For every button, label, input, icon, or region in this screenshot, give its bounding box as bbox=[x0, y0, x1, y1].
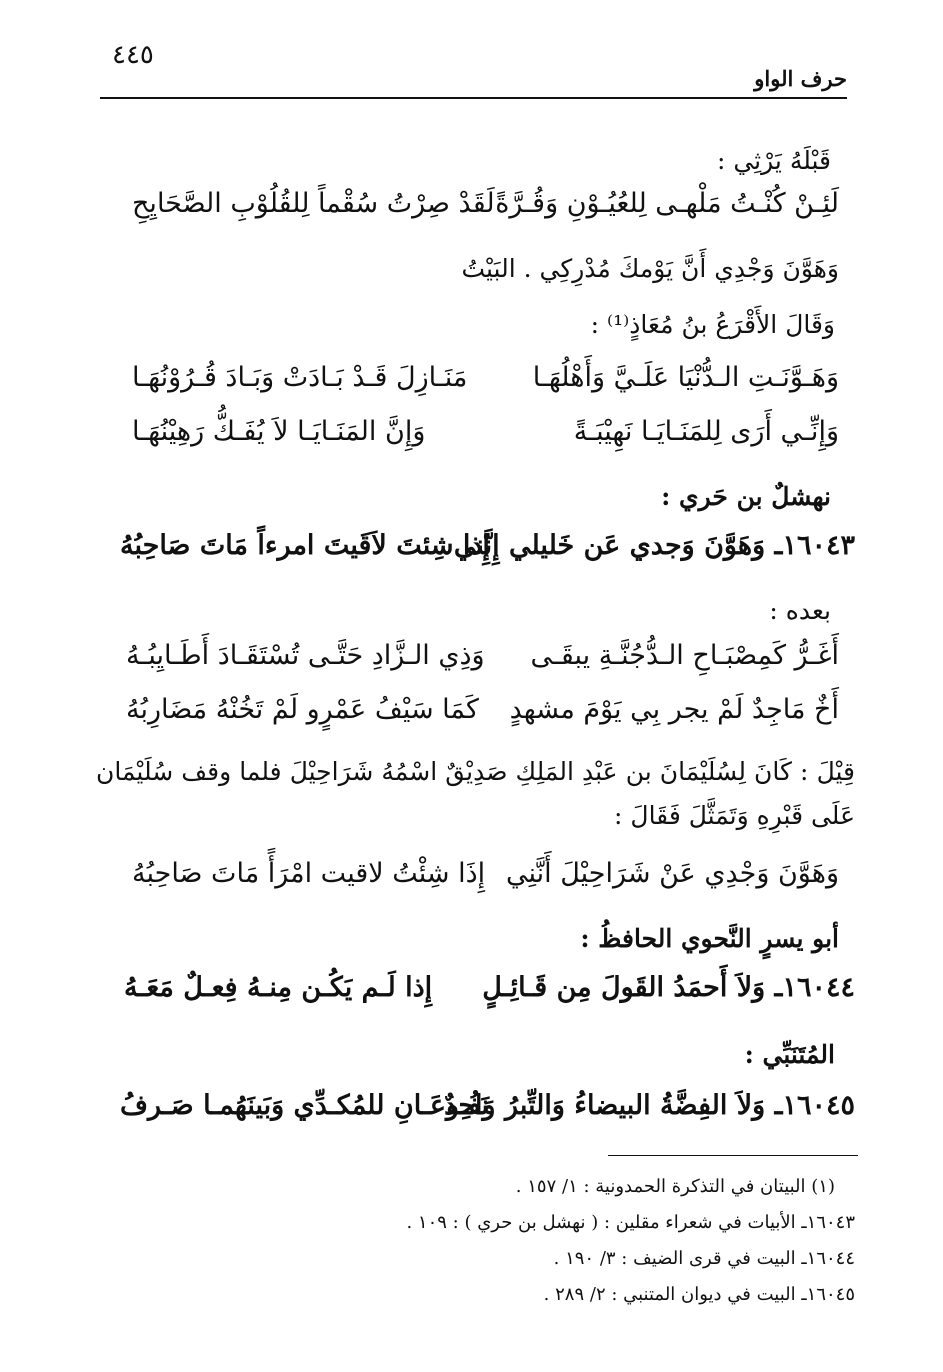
verse-16044-left: إِذا لَـم يَكُـن مِنـهُ فِعـلٌ مَعَـهُ bbox=[124, 972, 433, 1003]
hemistich-left: كَمَا سَيْفُ عَمْرٍو لَمْ تَخُنْهُ مَضَارِبُهُ bbox=[126, 694, 479, 725]
verse-16044-right: ١٦٠٤٤ـ وَلاَ أَحمَدُ القَولَ مِن قَـائِـلٍ bbox=[482, 972, 855, 1003]
intro-line: وَقَالَ الأَقْرَعُ بنُ مُعَاذٍ⁽¹⁾ : bbox=[590, 310, 835, 339]
hemistich-right: وَهَوَّنَ وَجْدِي عَنْ شَرَاحِيْلَ أَنَّنِي bbox=[505, 858, 839, 889]
hemistich-right: وَإِنِّـي أَرَى لِلمَنَـايَـا نَهِيْبَـةً bbox=[573, 416, 839, 447]
footnote: ١٦٠٤٥ـ البيت في ديوان المتنبي : ٢/ ٢٨٩ . bbox=[543, 1284, 855, 1305]
verse-16043-left: إِذا شِئتَ لاَقَيتَ امرءاً مَاتَ صَاحِبُهُ bbox=[120, 530, 490, 561]
intro-line: قَبْلَهُ يَرْثِي : bbox=[716, 146, 831, 175]
poet-name: أبو يسرٍ النَّحوي الحافظُ : bbox=[580, 924, 839, 953]
footnote: (١) البيتان في التذكرة الحمدونية : ١/ ١٥٧ . bbox=[515, 1176, 835, 1197]
hemistich-left: إِذَا شِئْتُ لاقيت امْرَأً مَاتَ صَاحِبُهُ bbox=[132, 858, 486, 889]
verse-16045-left: نَفُـوعَـانِ للمُكـدِّي وَبَينَهُمـا صَـرفُ bbox=[120, 1090, 489, 1121]
footnote: ١٦٠٤٣ـ الأبيات في شعراء مقلين : ( نهشل بن حري ) : ١٠٩ . bbox=[406, 1212, 855, 1233]
hemistich-left: لَقَدْ صِرْتُ سُقْماً لِلقُلُوْبِ الصَّحَايِحِ bbox=[132, 188, 495, 219]
prose-paragraph: قِيْلَ : كَانَ لِسُلَيْمَانَ بن عَبْدِ المَلِكِ صَدِيْقٌ اسْمُهُ شَرَاحِيْلَ فلما وقف سُلَيْمَان عَلَى قَبْرِهِ وَتَمَثَّلَ فَقَالَ : bbox=[96, 757, 855, 830]
hemistich-left: مَنَـازِلَ قَـدْ بَـادَتْ وَبَـادَ قُـرُوْنُهَـا bbox=[132, 362, 468, 393]
footnote: ١٦٠٤٤ـ البيت في قرى الضيف : ٣/ ١٩٠ . bbox=[553, 1248, 855, 1269]
header-divider bbox=[100, 97, 847, 99]
hemistich-left: وَذِي الـزَّادِ حَتَّـى تُسْتَقَـادَ أَطَـايِبُـهُ bbox=[126, 640, 485, 671]
hemistich-right: وَهَـوَّنَـتِ الـدُّنْيَا عَلَـيَّ وَأَهْلُهَـا bbox=[532, 362, 839, 393]
verse-continuation: وَهَوَّنَ وَجْدِي أَنَّ يَوْمكَ مُدْرِكِي . البَيْتُ bbox=[461, 254, 839, 283]
hemistich-right: أَغَـرُّ كَمِصْبَـاحِ الـدُّجُنَّـةِ يبقَـى bbox=[530, 640, 839, 671]
hemistich-right: أَخٌ مَاجِدٌ لَمْ يجر بِي يَوْمَ مشهدٍ bbox=[509, 694, 839, 725]
running-header: حرف الواو bbox=[754, 66, 847, 91]
poet-name: نهشلٌ بن حَري : bbox=[661, 482, 831, 511]
verse-16045-right: ١٦٠٤٥ـ وَلاَ الفِضَّةُ البيضاءُ وَالتِّبرُ وَاحِدٌ bbox=[444, 1090, 855, 1121]
poet-name: المُتَنَبِّي : bbox=[744, 1040, 835, 1069]
footnote-divider bbox=[608, 1155, 858, 1156]
hemistich-right: لَئِـنْ كُنْـتُ مَلْهـى لِلعُيُـوْنِ وَقُـرَّةً bbox=[495, 188, 839, 219]
intro-line: بعده : bbox=[769, 596, 831, 625]
page-number: ٤٤٥ bbox=[112, 40, 154, 70]
hemistich-left: وَإِنَّ المَنَـايَـا لاَ يُفَـكُّ رَهِيْنُهَـا bbox=[132, 416, 426, 447]
verse-16043-right: ١٦٠٤٣ـ وَهَوَّنَ وَجدي عَن خَليلي إِنَّني bbox=[453, 530, 855, 561]
